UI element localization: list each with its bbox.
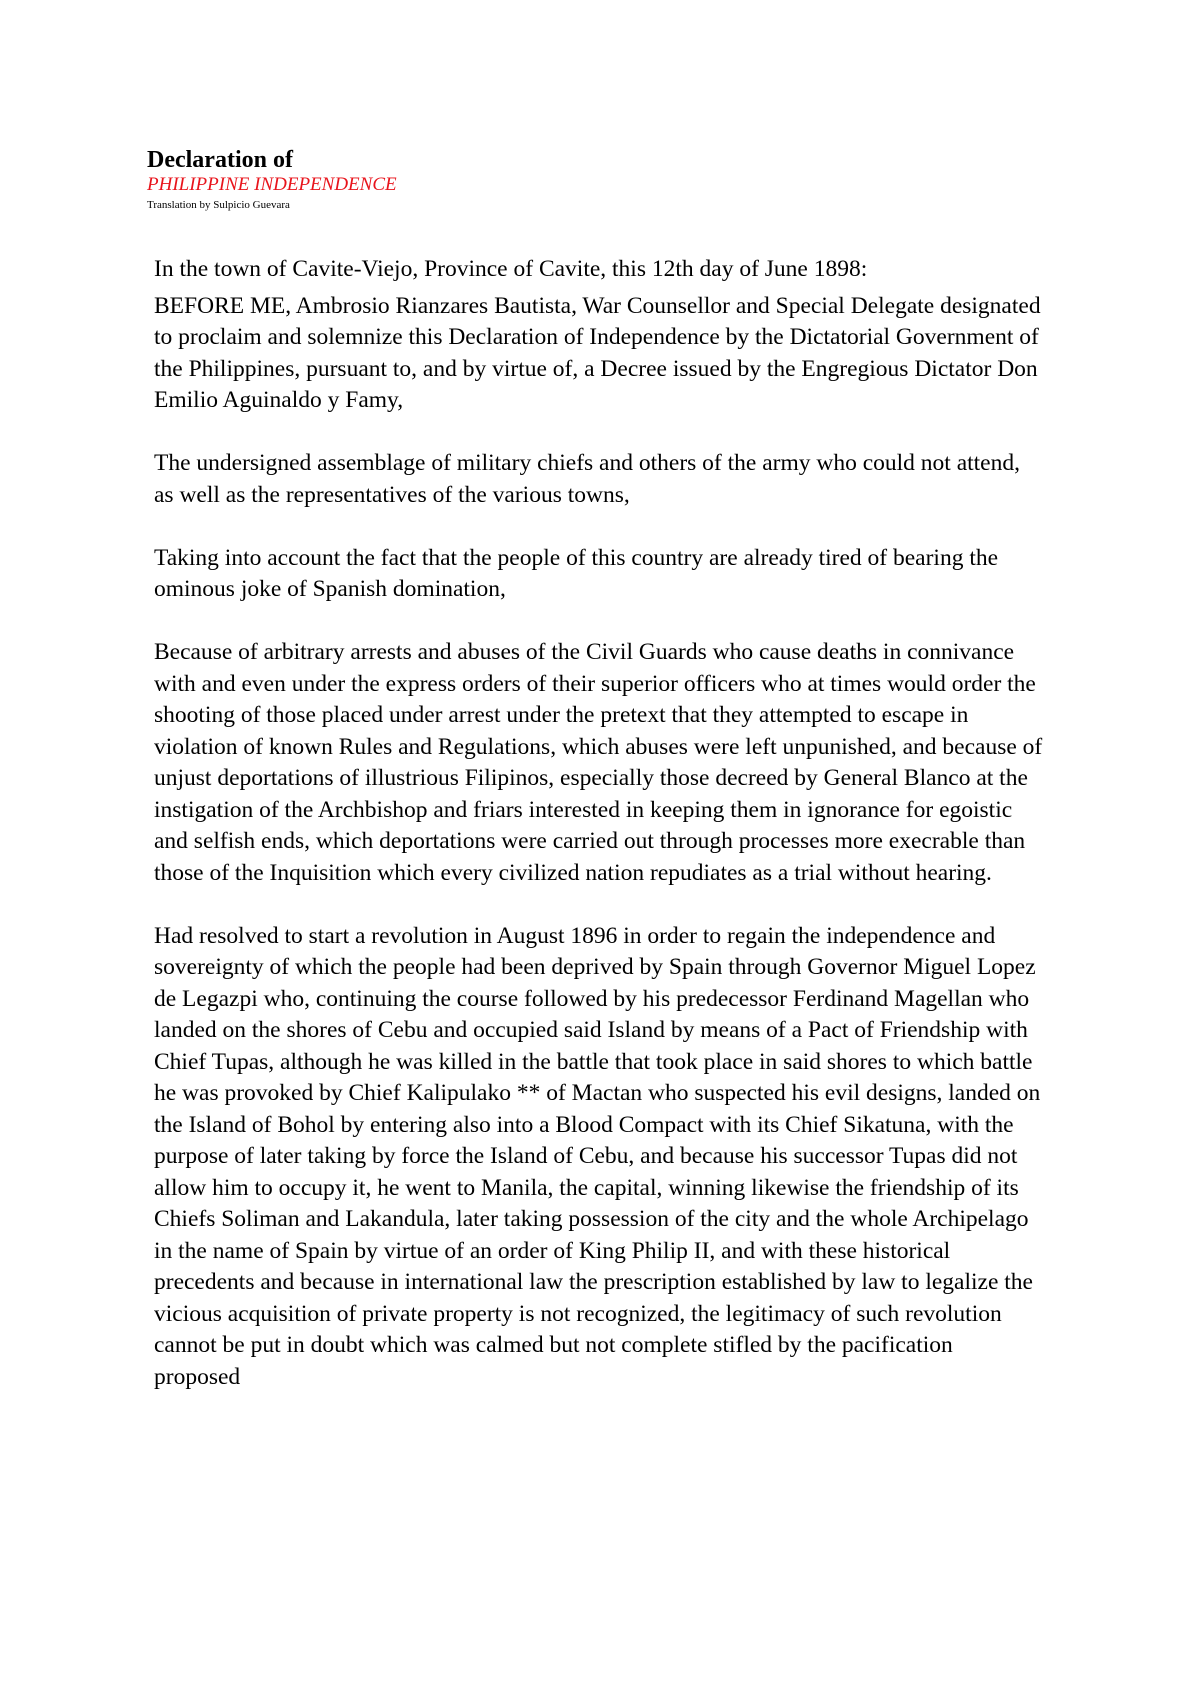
paragraph-revolution: Had resolved to start a revolution in August 1896 in order to regain the independence and sovereignty of which the people had been deprived by Spain through Governor Miguel Lopez de Legazpi who, continuing the course followed by his predecessor Ferdinand Magellan who landed on the shores of Cebu and occupied said Island by means of a Pact of Friendship with Chief Tupas, although he was killed in the battle that took place in said shores to which battle he was provoked by Chief Kalipulako ** of Mactan who suspected his evil designs, landed on the Island of Bohol by entering also into a Blood Compact with its Chief Sikatuna, with the purpose of later taking by force the Island of Cebu, and because his successor Tupas did not allow him to occupy it, he went to Manila, the capital, winning likewise the friendship of its Chiefs Soliman and Lakandula, later taking possession of the city and the whole Archipelago in the name of Spain by virtue of an order of King Philip II, and with these historical precedents and because in international law the prescription established by law to legalize the vicious acquisition of private property is not recognized, the legitimacy of such revolution cannot be put in doubt which was calmed but not complete stifled by the pacification proposed — [154, 922, 1041, 1390]
paragraph-arbitrary-arrests: Because of arbitrary arrests and abuses of the Civil Guards who cause deaths in connivance with and even under the express orders of their superior officers who at times would order the shooting of those placed under arrest under the pretext that they attempted to escape in violation of known Rules and Regulations, which abuses were left unpunished, and because of unjust deportations of illustrious Filipinos, especially those decreed by General Blanco at the instigation of the Archbishop and friars interested in keeping them in ignorance for egoistic and selfish ends, which deportations were carried out through processes more execrable than those of the Inquisition which every civilized nation repudiates as a trial without hearing. — [154, 639, 1043, 886]
document-body — [154, 254, 1044, 1393]
paragraph-date-place: In the town of Cavite-Viejo, Province of Cavite, this 12th day of June 1898: — [154, 256, 868, 282]
document-heading — [147, 146, 397, 212]
paragraph-before-me: BEFORE ME, Ambrosio Rianzares Bautista, War Counsellor and Special Delegate designated to proclaim and solemnize this Declaration of Independence by the Dictatorial Government of the Philippines, pursuant to, and by virtue of, a Decree issued by the Engregious Dictator Don Emilio Aguinaldo y Famy, — [154, 292, 1041, 413]
paragraph-taking-into-account: Taking into account the fact that the people of this country are already tired of bearing the ominous joke of Spanish domination, — [154, 544, 999, 602]
document-subtitle: PHILIPPINE INDEPENDENCE — [147, 174, 397, 195]
document-title: Declaration of — [147, 147, 293, 173]
translation-credit: Translation by Sulpicio Guevara — [147, 199, 290, 211]
paragraph-undersigned: The undersigned assemblage of military chiefs and others of the army who could not attend, as well as the representatives of the various towns, — [154, 450, 1020, 508]
